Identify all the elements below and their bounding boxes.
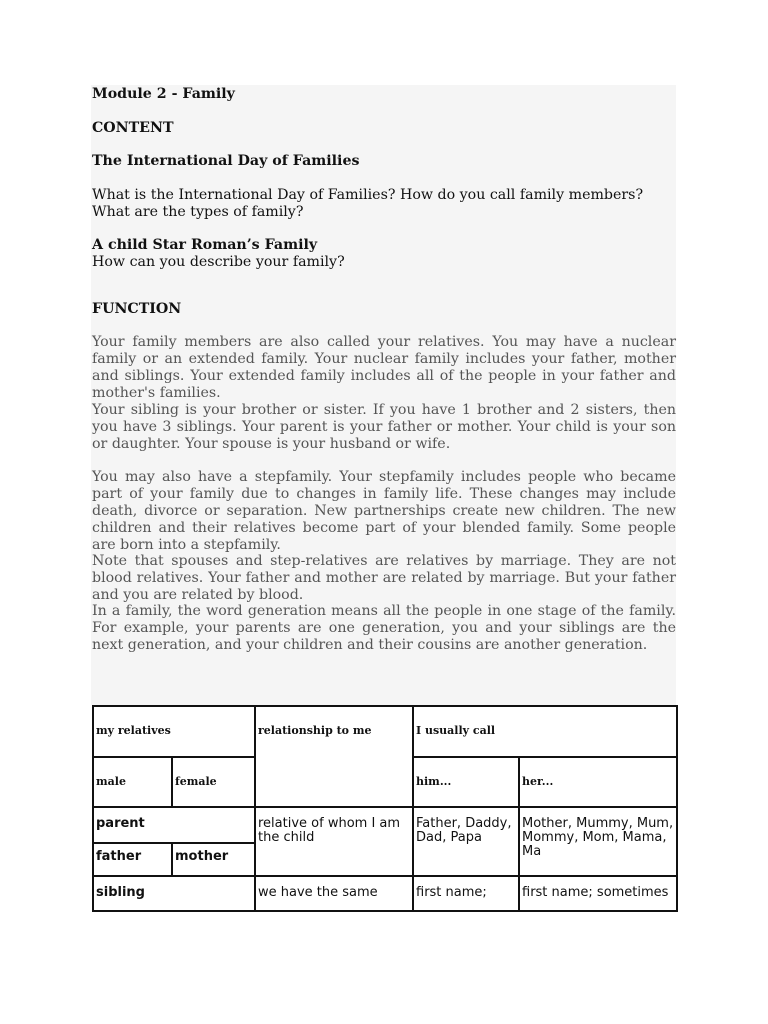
paragraph-text: Your family members are also called your relatives. You may have a nuclear family or an extended family. Your nuclear family includes your father, mother and siblings. Your extended family includes all of the people in your father and mother's families.	[92, 334, 676, 401]
paragraph-text: In a family, the word generation means all the people in one stage of the family. For example, your parents are one generation, you and your siblings are the next generation, and your children and their cousins are another generation.	[92, 603, 676, 653]
header-female: female	[172, 757, 255, 807]
module-title-block	[92, 86, 676, 103]
section1-questions-block	[92, 187, 676, 221]
paragraph-marriage	[92, 553, 676, 604]
section2-block	[92, 237, 676, 271]
section1-title-block	[92, 153, 676, 170]
term-sibling: sibling	[93, 876, 255, 911]
header-her: her...	[519, 757, 677, 807]
paragraph-text: Your sibling is your brother or sister. If you have 1 brother and 2 sisters, then you have 3 siblings. Your parent is your father or mother. Your child is your son or daughter. Your spouse is your husband or wife.	[92, 402, 676, 452]
call-her-sibling: first name; sometimes	[519, 876, 677, 911]
paragraph-text: You may also have a stepfamily. Your stepfamily includes people who became part of your family due to changes in family life. These changes may include death, divorce or separation. New partnerships create new children. The new children and their relatives become part of your blended family. Some people are born into a stepfamily.	[92, 469, 676, 553]
term-father: father	[93, 843, 172, 876]
call-her-parent: Mother, Mummy, Mum, Mommy, Mom, Mama, Ma	[519, 807, 677, 876]
relationship-parent: relative of whom I am the child	[255, 807, 413, 876]
header-usually-call: I usually call	[413, 706, 677, 757]
section1-title: The International Day of Families	[92, 153, 360, 169]
header-relationship: relationship to me	[255, 706, 413, 807]
relatives-table	[92, 705, 678, 912]
header-him: him...	[413, 757, 519, 807]
function-heading: FUNCTION	[92, 301, 182, 317]
section1-questions: What is the International Day of Families? How do you call family members? What are the types of family?	[92, 187, 644, 220]
table-row	[93, 807, 677, 843]
section2-question: How can you describe your family?	[92, 254, 345, 270]
content-heading: CONTENT	[92, 120, 174, 136]
table-row	[93, 876, 677, 911]
function-heading-block	[92, 301, 676, 318]
header-my-relatives: my relatives	[93, 706, 255, 757]
table-header-row	[93, 706, 677, 757]
paragraph-generation	[92, 603, 676, 654]
section2-title: A child Star Roman’s Family	[92, 237, 318, 253]
paragraph-siblings	[92, 402, 676, 453]
header-male: male	[93, 757, 172, 807]
term-parent: parent	[93, 807, 255, 843]
call-him-parent: Father, Daddy, Dad, Papa	[413, 807, 519, 876]
paragraph-stepfamily	[92, 469, 676, 554]
term-mother: mother	[172, 843, 255, 876]
relationship-sibling: we have the same	[255, 876, 413, 911]
call-him-sibling: first name;	[413, 876, 519, 911]
paragraph-text: Note that spouses and step-relatives are relatives by marriage. They are not blood relatives. Your father and mother are related by marriage. But your father and you are related by blood.	[92, 553, 676, 603]
paragraph-relatives	[92, 334, 676, 402]
module-title: Module 2 - Family	[92, 86, 235, 102]
content-heading-block	[92, 120, 676, 137]
